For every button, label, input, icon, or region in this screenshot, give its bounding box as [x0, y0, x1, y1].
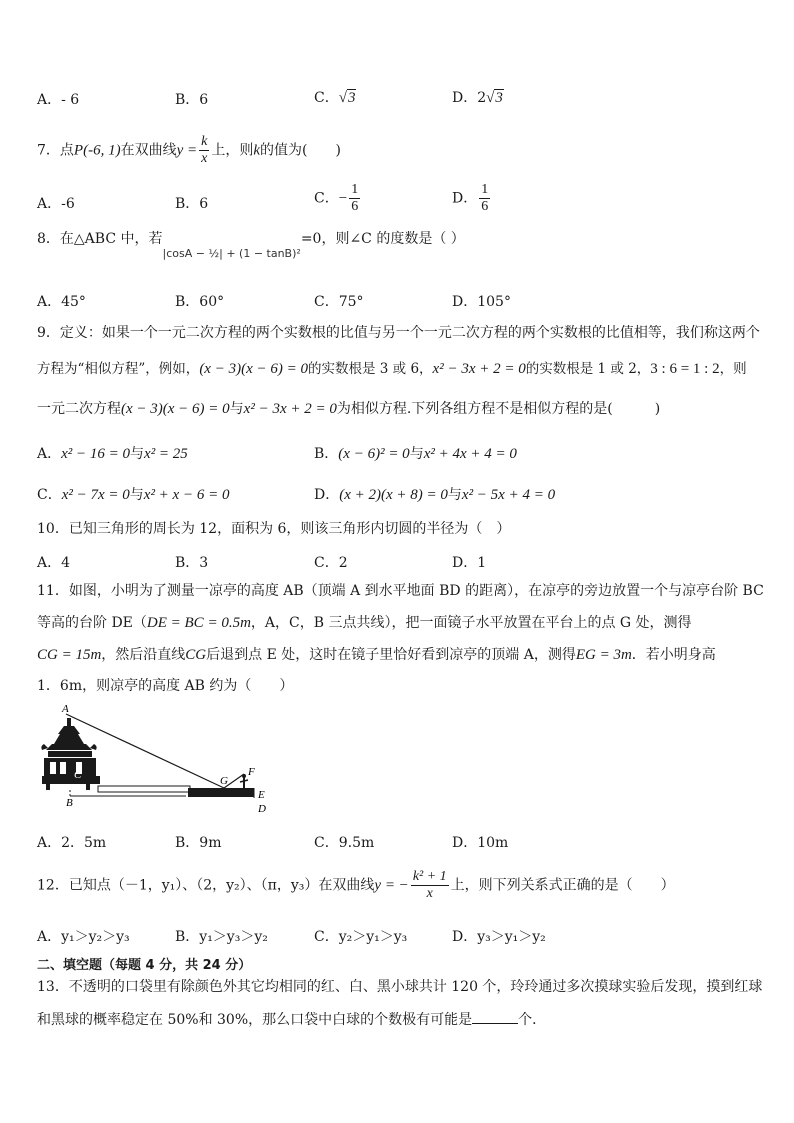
label-a: A [62, 704, 69, 715]
q7-option-c: C．− $\frac{1}{6}$ [314, 182, 359, 214]
q9-option-b: B．(x − 6)² = 0与x² + 4x + 4 = 0 [314, 446, 517, 462]
q8-option-a: A．45° [37, 294, 86, 310]
q11-option-d: D．10m [452, 835, 509, 851]
q7-option-d: D． $\frac{1}{6}$ [452, 182, 489, 214]
q7-stem: 7．点P(-6, 1)在双曲线y = $\frac{k}{x}$ 上，则k的值为( ) [37, 134, 341, 166]
label-f: F [248, 766, 255, 778]
q11-line-3: CG = 15m，然后沿直线CG后退到点 E 处，这时在镜子里恰好看到凉亭的顶端 A，测得EG = 3m．若小明身高 [37, 647, 716, 663]
q10-option-a: A．4 [37, 555, 71, 571]
label-d: D [258, 803, 266, 815]
platform-de [188, 788, 254, 797]
section-heading-fill-in: 二、填空题（每题 4 分，共 24 分） [37, 958, 252, 973]
q10-stem: 10．已知三角形的周长为 12，面积为 6，则该三角形内切圆的半径为（ ） [37, 521, 511, 537]
q12-option-b: B．y₁＞y₃＞y₂ [175, 929, 268, 945]
q11-option-b: B．9m [175, 835, 222, 851]
q6-option-a: A．- 6 [37, 92, 80, 108]
q9-line-1: 9．定义：如果一个一元二次方程的两个实数根的比值与另一个一元二次方程的两个实数根的比值相等，我们称这两个 [37, 325, 760, 341]
platform-outline [98, 786, 190, 792]
q8-option-b: B．60° [175, 294, 225, 310]
q10-option-b: B．3 [175, 555, 209, 571]
q9-line-2: 方程为“相似方程”，例如，(x − 3)(x − 6) = 0的实数根是 3 或 6，x² − 3x + 2 = 0的实数根是 1 或 2，3 : 6 = 1 : 2，则 [37, 361, 747, 377]
q10-option-c: C．2 [314, 555, 348, 571]
q6-option-c: C．√3 [314, 90, 356, 106]
q12-option-d: D．y₃＞y₁＞y₂ [452, 929, 546, 945]
q8-option-c: C．75° [314, 294, 364, 310]
label-g: G [220, 775, 228, 787]
q11-line-2: 等高的台阶 DE（DE = BC = 0.5m，A，C，B 三点共线），把一面镜子水平放置在平台上的点 G 处，测得 [37, 615, 692, 631]
label-e: E [258, 789, 265, 801]
q10-option-d: D．1 [452, 555, 487, 571]
q11-option-a: A．2．5m [37, 835, 107, 851]
q8-stem: 8．在△ABC 中，若|cosA − ½| + (1 − tanB)²=0，则∠C 的度数是（ ） [37, 230, 465, 263]
q6-option-d: D．2√3 [452, 90, 503, 106]
q9-option-c: C．x² − 7x = 0与x² + x − 6 = 0 [37, 487, 230, 503]
q8-formula: |cosA − ½| + (1 − tanB)² [162, 247, 301, 260]
q9-option-d: D．(x + 2)(x + 8) = 0与x² − 5x + 4 = 0 [314, 487, 556, 503]
q7-option-b: B．6 [175, 196, 209, 212]
q12-option-c: C．y₂＞y₁＞y₃ [314, 929, 408, 945]
q9-option-a: A．x² − 16 = 0与x² = 25 [37, 446, 188, 462]
q11-option-c: C．9.5m [314, 835, 375, 851]
q11-figure [36, 704, 276, 822]
q13-line-1: 13．不透明的口袋里有除颜色外其它均相同的红、白、黑小球共计 120 个，玲玲通过多次摸球实验后发现，摸到红球 [37, 979, 763, 995]
q12-option-a: A．y₁＞y₂＞y₃ [37, 929, 130, 945]
q12-stem: 12．已知点（－1，y₁）、（2，y₂）、（π，y₃）在双曲线y = − $\frac{\text{k² + 1}}{x}$ 上，则下列关系式正确的是（ ） [37, 869, 675, 901]
q7-option-a: A．-6 [37, 196, 75, 212]
q8-option-d: D．105° [452, 294, 511, 310]
label-c: C [74, 769, 82, 781]
q11-line-1: 11．如图，小明为了测量一凉亭的高度 AB（顶端 A 到水平地面 BD 的距离），在凉亭的旁边放置一个与凉亭台阶 BC [37, 583, 764, 599]
label-b: B [66, 797, 73, 809]
q13-answer-blank[interactable] [472, 1011, 518, 1024]
q6-option-b: B．6 [175, 92, 209, 108]
pavilion-drawing [41, 718, 100, 790]
q11-line-4: 1．6m，则凉亭的高度 AB 约为（ ） [37, 678, 294, 694]
q9-line-3: 一元二次方程(x − 3)(x − 6) = 0与x² − 3x + 2 = 0为相似方程.下列各组方程不是相似方程的是( ) [37, 401, 661, 417]
q13-line-2: 和黑球的概率稳定在 50%和 30%，那么口袋中白球的个数极有可能是 个． [37, 1012, 547, 1028]
